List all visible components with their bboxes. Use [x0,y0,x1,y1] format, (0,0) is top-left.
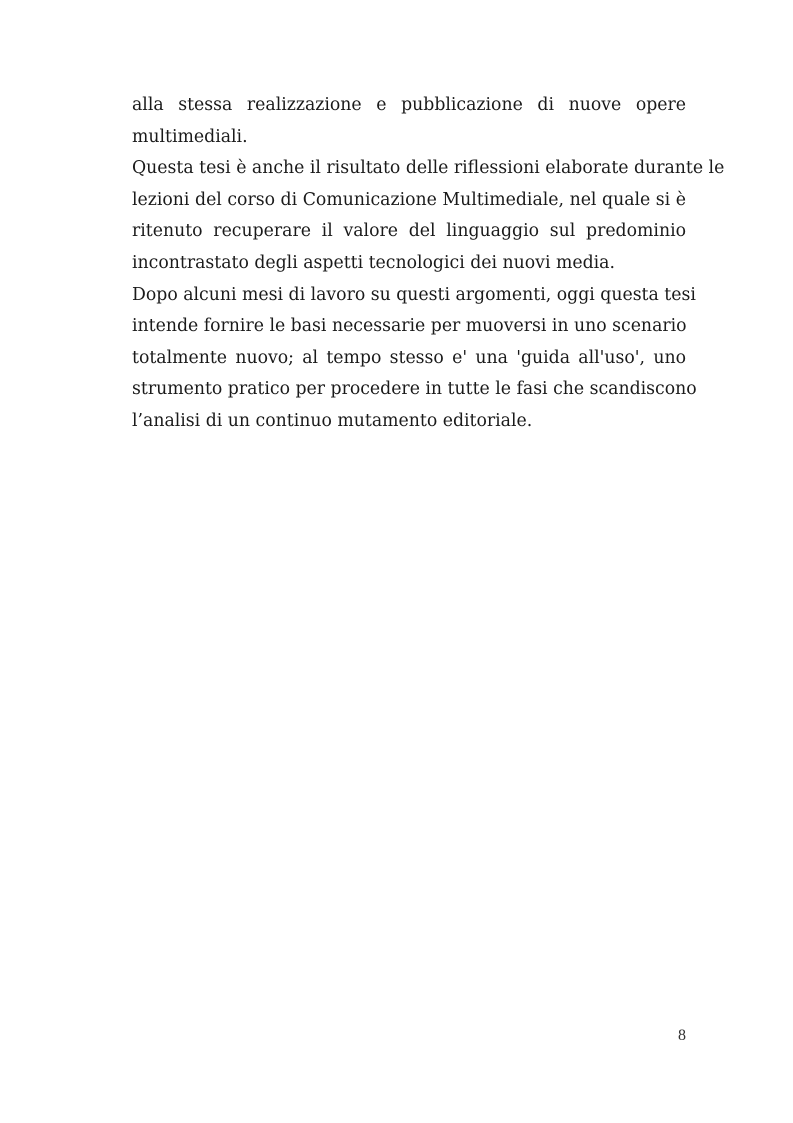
page-number: 8 [678,1027,686,1044]
text-line: multimediali. [132,126,248,147]
text-line: intende fornire le basi necessarie per muoversi in uno scenario [132,316,687,337]
paragraph-3 [132,280,697,438]
text-line: lezioni del corso di Comunicazione Multimediale, nel quale si è [132,189,686,210]
text-line: Dopo alcuni mesi di lavoro su questi argomenti, oggi questa tesi [132,284,696,305]
text-line: alla stessa realizzazione e pubblicazione di nuove opere [132,95,686,115]
text-line: incontrastato degli aspetti tecnologici dei nuovi media. [132,252,615,273]
text-line: totalmente nuovo; al tempo stesso e' una 'guida all'uso', uno [132,347,686,368]
text-line: Questa tesi è anche il risultato delle riflessioni elaborate durante le [132,158,725,179]
text-line: strumento pratico per procedere in tutte le fasi che scandiscono [132,379,697,400]
text-line: ritenuto recuperare il valore del linguaggio sul predominio [132,221,686,242]
paragraph-2 [132,153,725,279]
page-body [132,90,725,438]
paragraph-1 [132,90,686,153]
text-line: l’analisi di un continuo mutamento editoriale. [132,410,533,431]
